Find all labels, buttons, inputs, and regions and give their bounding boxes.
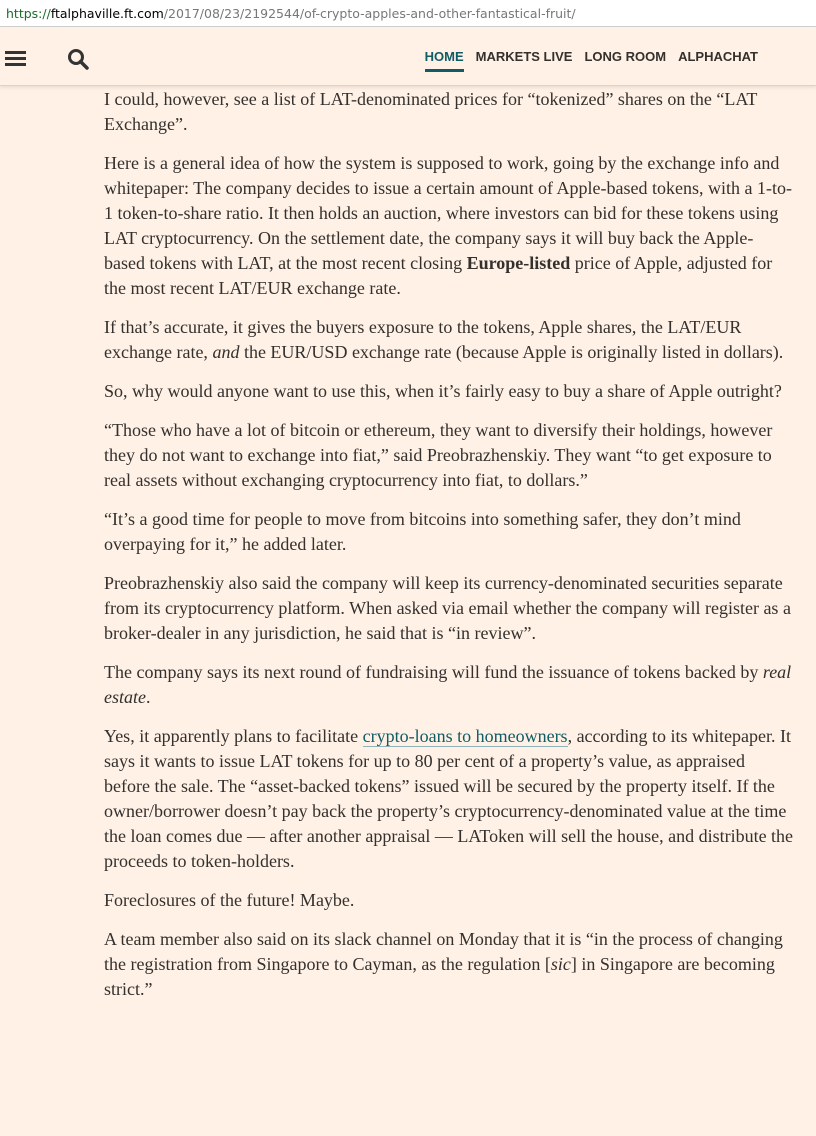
url-path: /2017/08/23/2192544/of-crypto-apples-and-other-fantastical-fruit/: [163, 6, 576, 21]
nav-markets-live[interactable]: MARKETS LIVE: [475, 49, 573, 64]
bold-text: Europe-listed: [466, 253, 571, 273]
search-icon[interactable]: [67, 48, 89, 70]
article-paragraph: “Those who have a lot of bitcoin or ethereum, they want to diversify their holdings, however they do not want to exchange into fiat,” said Preobrazhenskiy. They want “to get exposure to real assets without exchanging cryptocurrency into fiat, to dollars.”: [104, 420, 773, 490]
site-header: [0, 27, 816, 86]
crypto-loans-link[interactable]: crypto-loans to homeowners: [362, 726, 568, 746]
article-body: [104, 87, 794, 1016]
article-paragraph: If that’s accurate, it gives the buyers exposure to the tokens, Apple shares, the LAT/EUR exchange rate, and the EUR/USD exchange rate (because Apple is originally listed in dollars).: [104, 317, 784, 362]
italic-text: and: [212, 342, 240, 362]
article-paragraph: “It’s a good time for people to move from bitcoins into something safer, they don’t mind overpaying for it,” he added later.: [104, 509, 741, 554]
italic-text: real estate: [104, 662, 792, 707]
url-scheme: https://: [6, 6, 51, 21]
nav-long-room[interactable]: LONG ROOM: [584, 49, 667, 64]
article-paragraph: A team member also said on its slack channel on Monday that it is “in the process of changing the registration from Singapore to Cayman, as the regulation [sic] in Singapore are becoming strict.”: [104, 929, 783, 999]
article-paragraph: So, why would anyone want to use this, when it’s fairly easy to buy a share of Apple outright?: [104, 381, 782, 401]
article-paragraph: Foreclosures of the future! Maybe.: [104, 890, 355, 910]
main-nav: [413, 27, 758, 86]
article-paragraph: Yes, it apparently plans to facilitate crypto-loans to homeowners, according to its whitepaper. It says it wants to issue LAT tokens for up to 80 per cent of a property’s value, as appraised before the sale. The “asset-backed tokens” issued will be secured by the property itself. If the owner/borrower doesn’t pay back the property’s cryptocurrency-denominated value at the time the loan comes due — after another appraisal — LAToken will sell the house, and distribute the proceeds to token-holders.: [104, 726, 794, 871]
article-paragraph: Preobrazhenskiy also said the company will keep its currency-denominated securities separate from its cryptocurrency platform. When asked via email whether the company will register as a broker-dealer in any jurisdiction, he said that is “in review”.: [104, 573, 791, 643]
italic-text: sic: [550, 954, 571, 974]
url-host: ftalphaville.ft.com: [50, 6, 164, 21]
nav-home[interactable]: HOME: [425, 27, 464, 86]
article-paragraph: I could, however, see a list of LAT-denominated prices for “tokenized” shares on the “LAT Exchange”.: [104, 89, 758, 134]
article-paragraph: The company says its next round of fundraising will fund the issuance of tokens backed by real estate.: [104, 662, 792, 707]
article-paragraph: Here is a general idea of how the system is supposed to work, going by the exchange info and whitepaper: The company decides to issue a certain amount of Apple-based tokens, with a 1-to-1 token-to-share ratio. It then holds an auction, where investors can bid for these tokens using LAT cryptocurrency. On the settlement date, the company says it will buy back the Apple-based tokens with LAT, at the most recent closing Europe-listed price of Apple, adjusted for the most recent LAT/EUR exchange rate.: [104, 153, 792, 298]
nav-alphachat[interactable]: ALPHACHAT: [678, 49, 758, 64]
address-bar[interactable]: [0, 0, 816, 27]
hamburger-menu-icon[interactable]: [5, 51, 26, 67]
